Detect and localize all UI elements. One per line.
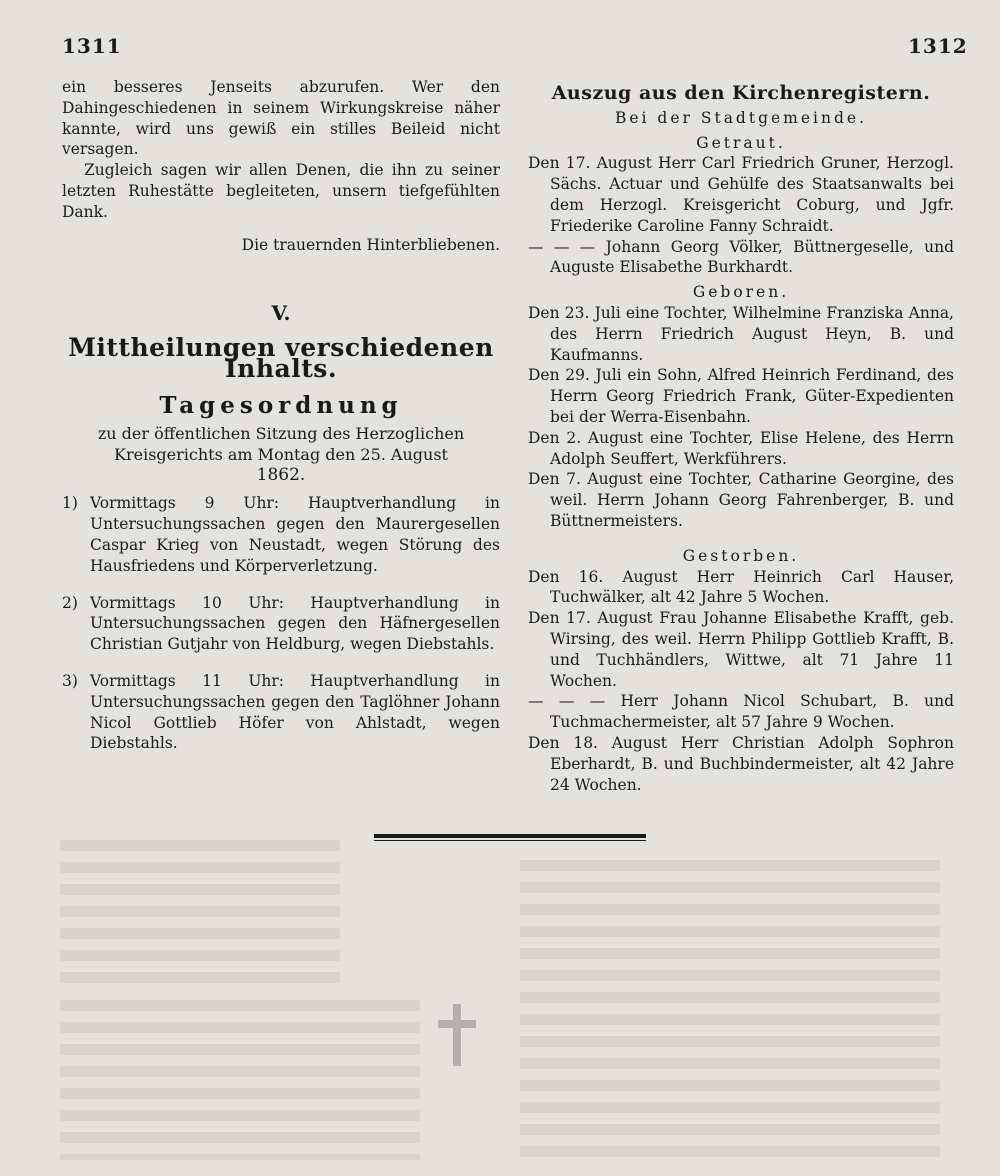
register-entry: Den 16. August Herr Heinrich Carl Hauser, Tuchwälker, alt 42 Jahre 5 Wochen.: [528, 567, 954, 607]
register-entry: Den 7. August eine Tochter, Catharine Georgine, des weil. Herrn Johann Georg Fahrenberger, B. und Büttnermeisters.: [528, 470, 954, 530]
bleed-through-block: [60, 1000, 420, 1160]
agenda-item: [62, 593, 500, 655]
register-section-heading: Getraut.: [696, 133, 786, 152]
register-entry: — — — Johann Georg Völker, Büttnergeselle, und Auguste Elisabethe Burkhardt.: [528, 237, 954, 277]
agenda-subtitle: zu der öffentlichen Sitzung des Herzoglichen Kreisgerichts am Montag den 25. August: [97, 423, 465, 464]
register-section-heading: Geboren.: [692, 283, 790, 302]
register-entry: Den 18. August Herr Christian Adolph Sophron Eberhardt, B. und Buchbindermeister, alt 42 Jahre 24 Wochen.: [528, 733, 954, 794]
section-title: Mittheilungen verschiedenen Inhalts.: [68, 333, 494, 383]
agenda-item-text: Vormittags 11 Uhr: Hauptverhandlung in Untersuchungssachen gegen den Taglöhner Johann Nicol Gottlieb Höfer von Ahlstadt, wegen Diebstahls.: [90, 671, 500, 753]
right-column: [528, 83, 954, 795]
agenda-item: [62, 671, 500, 754]
register-entry: — — — Herr Johann Nicol Schubart, B. und Tuchmachermeister, alt 57 Jahre 9 Wochen.: [528, 692, 954, 732]
page-number-right: 1312: [908, 34, 968, 58]
bleed-through-block: [60, 840, 340, 990]
church-register-title: Auszug aus den Kirchenregistern.: [551, 82, 931, 104]
agenda-item-text: Vormittags 9 Uhr: Hauptverhandlung in Untersuchungssachen gegen den Maurergesellen Caspar Krieg von Neustadt, wegen Störung des Hausfriedens und Körperverletzung.: [90, 494, 500, 575]
parish-heading: Bei der Stadtgemeinde.: [614, 108, 868, 127]
section-divider-rule: [374, 834, 646, 841]
register-entry: Den 17. August Herr Carl Friedrich Gruner, Herzogl. Sächs. Actuar und Gehülfe des Staatsanwalts bei dem Herzogl. Kreisgericht Coburg, und Jgfr. Friederike Caroline Fanny Schraidt.: [528, 154, 954, 235]
agenda-item-text: Vormittags 10 Uhr: Hauptverhandlung in Untersuchungssachen gegen den Häfnergesellen Christian Gutjahr von Heldburg, wegen Diebstahls.: [90, 593, 500, 654]
agenda-item-number: 2): [62, 593, 78, 612]
page-number-left: 1311: [62, 34, 122, 58]
register-entry: Den 29. Juli ein Sohn, Alfred Heinrich Ferdinand, des Herrn Georg Friedrich Frank, Güter-Expedienten bei der Werra-Eisenbahn.: [528, 366, 954, 426]
agenda-item-number: 1): [62, 494, 78, 513]
agenda-title: Tagesordnung: [159, 391, 403, 419]
register-entry: Den 17. August Frau Johanne Elisabethe Krafft, geb. Wirsing, des weil. Herrn Philipp Gottlieb Krafft, B. und Tuchhändlers, Wittwe, alt 71 Jahre 11 Wochen.: [528, 609, 954, 690]
register-entry: Den 2. August eine Tochter, Elise Helene, des Herrn Adolph Seuffert, Werkführers.: [528, 428, 954, 468]
bleed-through-block: [520, 860, 940, 1160]
left-column: [62, 77, 500, 754]
agenda-item-number: 3): [62, 671, 78, 690]
obituary-signature: Die trauernden Hinterbliebenen.: [241, 235, 500, 254]
register-section-heading: Gestorben.: [682, 546, 800, 565]
agenda-item: [62, 493, 500, 576]
obituary-paragraph: ein besseres Jenseits abzurufen. Wer den Dahingeschiedenen in seinem Wirkungskreise näher kannte, wird uns gewiß ein stilles Beileid nicht versagen.: [62, 78, 500, 159]
cross-icon: [432, 1000, 482, 1070]
register-entry: Den 23. Juli eine Tochter, Wilhelmine Franziska Anna, des Herrn Friedrich August Heyn, B. und Kaufmanns.: [528, 303, 954, 364]
obituary-paragraph: Zugleich sagen wir allen Denen, die ihn zu seiner letzten Ruhestätte begleiteten, unsern tiefgefühlten Dank.: [62, 161, 500, 221]
section-number: V.: [271, 301, 291, 326]
agenda-year: 1862.: [256, 464, 306, 485]
